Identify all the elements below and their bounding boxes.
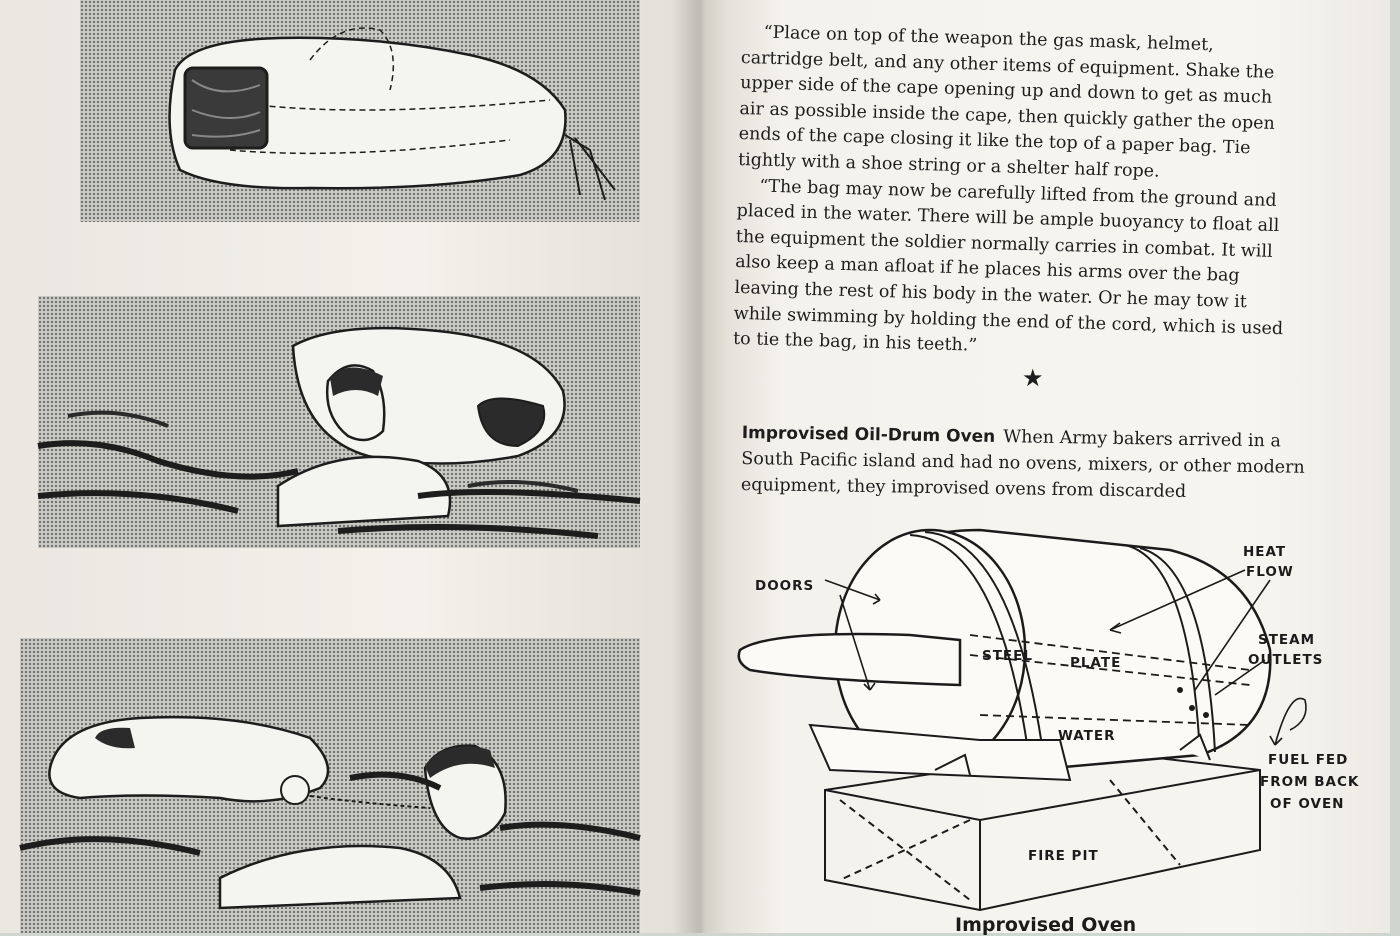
label-fuel-fed: FUEL FED [1268, 752, 1349, 768]
paragraph-bag-buoyancy: “The bag may now be carefully lifted from the ground and placed in the water. There will be ample buoyancy to float all the equipment the soldier normally carries in combat. It will also keep a man afloat if he places his arms over the bag leaving the rest of his body in the water. Or he may tow it while swimming by holding the end of the cord, which is used to tie the bag, in his teeth.” [732, 176, 1284, 356]
oven-article [741, 420, 1320, 507]
article-body: When Army bakers arrived in a South Pacific island and had no ovens, mixers, or other modern equipment, they improvised ovens from discarded [740, 427, 1305, 502]
left-page [0, 0, 700, 933]
section-separator-star: ★ [1022, 364, 1044, 392]
label-plate: PLATE [1070, 655, 1122, 671]
illustration-man-towing-bag [20, 638, 640, 933]
figure-caption: Improvised Oven [955, 914, 1137, 936]
illustration-man-with-bag [38, 296, 640, 548]
book-spine [672, 0, 728, 933]
label-from-back: FROM BACK [1260, 774, 1360, 790]
label-water: WATER [1058, 728, 1116, 744]
label-heat: HEAT [1243, 544, 1287, 560]
illustration-floating-bag [80, 0, 640, 222]
label-steam: STEAM [1258, 632, 1316, 648]
oil-drum-oven-diagram [730, 520, 1360, 914]
paragraph-cape-instructions: “Place on top of the weapon the gas mask, helmet, cartridge belt, and any other items of equipment. Shake the upper side of the cape opening up and down to get as much air as possible inside the cape, then quickly gather the open ends of the cape closing it like the top of a paper bag. Tie tightly with a shoe string or a shelter half rope. [737, 22, 1276, 182]
quoted-instructions [733, 20, 1302, 368]
label-steel: STEEL [982, 648, 1033, 664]
label-outlets: OUTLETS [1248, 652, 1324, 668]
article-heading: Improvised Oil-Drum Oven [741, 422, 996, 447]
label-doors: DOORS [755, 578, 815, 594]
label-of-oven: OF OVEN [1270, 796, 1345, 812]
label-fire-pit: FIRE PIT [1028, 848, 1099, 864]
label-flow: FLOW [1246, 564, 1294, 580]
